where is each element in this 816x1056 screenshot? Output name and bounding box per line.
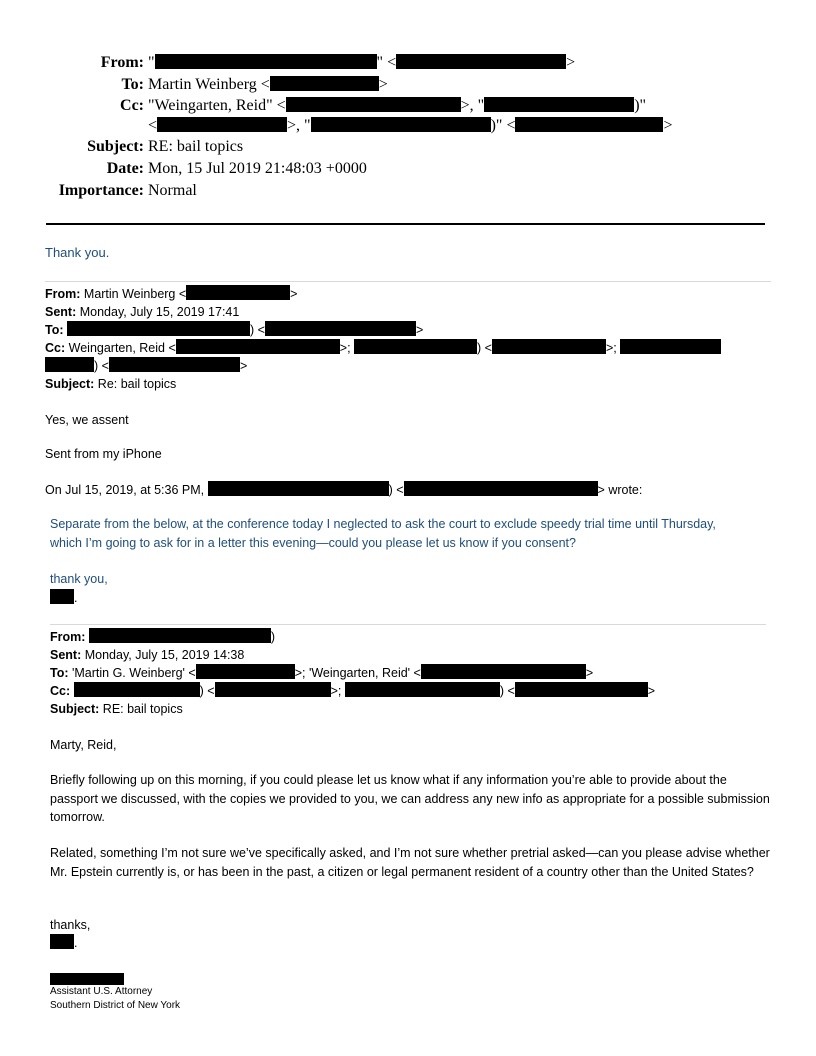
redaction bbox=[157, 117, 287, 132]
date-value: Mon, 15 Jul 2019 21:48:03 +0000 bbox=[148, 160, 367, 177]
header-divider bbox=[46, 223, 765, 225]
redaction bbox=[345, 682, 500, 697]
redaction bbox=[354, 339, 477, 354]
msg2-paragraph-1: Briefly following up on this morning, if you could please let us know what if any information you’re able to provide about the passport we discussed, with the copies we provided to you, we can address any new info as appropriate for a possible submission tomorrow. bbox=[50, 773, 770, 824]
redaction bbox=[492, 339, 606, 354]
cc-value-line2: < >, " )" < > bbox=[148, 117, 673, 134]
redaction bbox=[176, 339, 340, 354]
from-value: " " < > bbox=[148, 54, 576, 71]
msg2-signature: . bbox=[50, 934, 77, 952]
msg2-subject: Subject: RE: bail topics bbox=[50, 702, 183, 716]
redaction bbox=[155, 54, 377, 69]
redaction bbox=[196, 664, 295, 679]
msg1-body-signature: Sent from my iPhone bbox=[45, 447, 162, 461]
redaction bbox=[515, 682, 648, 697]
redaction bbox=[50, 973, 124, 985]
quoted-thanks: thank you, bbox=[50, 572, 108, 586]
redaction bbox=[620, 339, 721, 354]
from-label: From: bbox=[100, 54, 144, 71]
message-divider bbox=[50, 624, 766, 625]
redaction bbox=[265, 321, 416, 336]
redaction bbox=[286, 97, 461, 112]
redaction bbox=[45, 357, 94, 372]
subject-label: Subject: bbox=[87, 138, 144, 155]
message-divider bbox=[45, 281, 771, 282]
importance-label: Importance: bbox=[58, 182, 144, 199]
msg1-cc-line2: ) < > bbox=[45, 357, 247, 375]
msg1-subject: Subject: Re: bail topics bbox=[45, 377, 177, 391]
msg2-greeting: Marty, Reid, bbox=[50, 738, 117, 752]
redaction bbox=[404, 481, 598, 496]
redaction bbox=[270, 76, 379, 91]
msg1-sent: Sent: Monday, July 15, 2019 17:41 bbox=[45, 305, 240, 319]
subject-value: RE: bail topics bbox=[148, 138, 244, 155]
msg2-paragraph-2: Related, something I’m not sure we’ve specifically asked, and I’m not sure whether pretrial asked—can you please advise whether Mr. Epstein currently is, or has been in the past, a citizen or legal permanent resident of a country other than the United States? bbox=[50, 846, 770, 879]
redaction bbox=[515, 117, 663, 132]
redaction bbox=[89, 628, 271, 643]
cc-value-line1: "Weingarten, Reid" < >, " )" bbox=[148, 97, 647, 114]
msg2-cc: Cc: ) < >; ) < > bbox=[50, 684, 656, 698]
reply-text: Thank you. bbox=[45, 245, 110, 260]
msg1-cc: Cc: Weingarten, Reid < >; ) < >; bbox=[45, 339, 721, 357]
msg1-to: To: ) < > bbox=[45, 323, 424, 337]
msg2-thanks: thanks, bbox=[50, 918, 91, 932]
redaction bbox=[311, 117, 491, 132]
redaction bbox=[208, 481, 389, 496]
to-value: Martin Weinberg < > bbox=[148, 76, 388, 93]
signature-office: Southern District of New York bbox=[50, 1000, 181, 1011]
redaction bbox=[74, 682, 200, 697]
redaction bbox=[421, 664, 586, 679]
msg1-wrote-line: On Jul 15, 2019, at 5:36 PM, ) < > wrote: bbox=[45, 483, 643, 497]
msg1-from: From: Martin Weinberg < > bbox=[45, 287, 298, 301]
redaction bbox=[50, 934, 74, 949]
importance-value: Normal bbox=[148, 182, 197, 199]
msg2-sent: Sent: Monday, July 15, 2019 14:38 bbox=[50, 648, 245, 662]
quoted-paragraph: Separate from the below, at the conference today I neglected to ask the court to exclude speedy trial time until Thursday, which I’m going to ask for in a letter this evening—could you please let us know if you consent? bbox=[50, 517, 716, 550]
redaction bbox=[215, 682, 331, 697]
msg2-to: To: 'Martin G. Weinberg' < >; 'Weingarten, Reid' < > bbox=[50, 666, 594, 680]
redaction bbox=[484, 97, 634, 112]
msg2-from: From: ) bbox=[50, 630, 276, 644]
to-label: To: bbox=[121, 76, 144, 93]
msg1-body-assent: Yes, we assent bbox=[45, 413, 129, 427]
signature-title: Assistant U.S. Attorney bbox=[50, 986, 153, 997]
redaction bbox=[396, 54, 566, 69]
quoted-signature: . bbox=[50, 589, 77, 607]
cc-label: Cc: bbox=[120, 97, 144, 114]
redaction bbox=[186, 285, 290, 300]
date-label: Date: bbox=[106, 160, 144, 177]
redaction bbox=[67, 321, 250, 336]
redaction bbox=[109, 357, 240, 372]
redaction bbox=[50, 589, 74, 604]
